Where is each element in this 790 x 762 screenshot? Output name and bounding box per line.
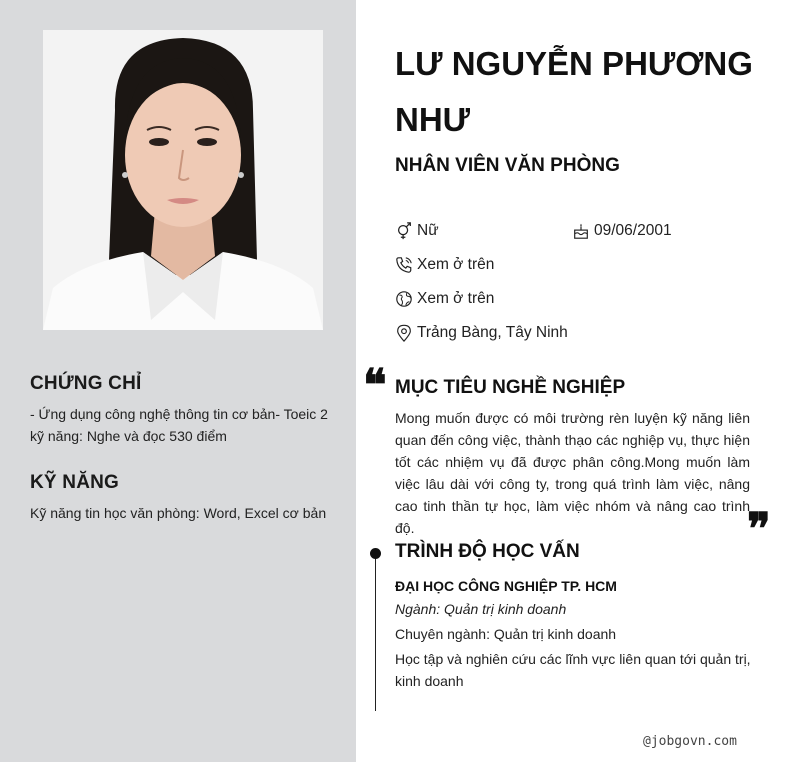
candidate-name: LƯ NGUYỄN PHƯƠNG NHƯ: [395, 45, 753, 138]
globe-icon: [395, 290, 413, 308]
objective-title: MỤC TIÊU NGHỀ NGHIỆP: [395, 377, 626, 398]
quote-close-icon: ❞: [747, 504, 771, 555]
skills-section: [30, 472, 340, 524]
education-school: ĐẠI HỌC CÔNG NGHIỆP TP. HCM: [395, 578, 617, 594]
certificates-text: - Ứng dụng công nghệ thông tin cơ bản- Toeic 2 kỹ năng: Nghe và đọc 530 điểm: [30, 406, 328, 444]
timeline-line: [375, 553, 376, 711]
certificates-title: CHỨNG CHỈ: [30, 373, 142, 394]
job-title: NHÂN VIÊN VĂN PHÒNG: [395, 155, 620, 176]
education-title: TRÌNH ĐỘ HỌC VẤN: [395, 541, 580, 562]
quote-open-icon: ❝: [363, 360, 387, 411]
watermark: @jobgovn.com: [643, 734, 737, 749]
phone-value: Xem ở trên: [417, 256, 495, 273]
birthday-cake-icon: [572, 222, 590, 240]
portrait-image: [43, 30, 323, 330]
website-value: Xem ở trên: [417, 290, 495, 307]
location-pin-icon: [395, 324, 413, 342]
education-description: Học tập và nghiên cứu các lĩnh vực liên quan tới quản trị, kinh doanh: [395, 651, 751, 689]
birthdate-value: 09/06/2001: [594, 222, 672, 239]
info-gender: [395, 220, 439, 242]
info-website: [395, 288, 494, 310]
left-sidebar: [0, 0, 356, 762]
education-specialization: Chuyên ngành: Quản trị kinh doanh: [395, 626, 617, 642]
timeline-dot: [370, 548, 381, 559]
profile-photo: [43, 30, 323, 330]
skills-text: Kỹ năng tin học văn phòng: Word, Excel cơ bản: [30, 505, 327, 521]
address-value: Trảng Bàng, Tây Ninh: [417, 324, 568, 341]
info-phone: [395, 254, 494, 276]
gender-icon: [395, 222, 413, 240]
certificates-section: [30, 373, 340, 447]
gender-value: Nữ: [417, 222, 439, 239]
objective-text: Mong muốn được có môi trường rèn luyện kỹ năng liên quan đến công việc, thành thạo các nghiệp vụ, thực hiện tốt các nhiệm vụ đã được phân công.Mong muốn làm việc lâu dài với công ty, trong quá trình làm việc, nâng cao tinh thần tự học, làm việc nhóm và nâng cao trình độ.: [395, 410, 750, 536]
education-major: Ngành: Quản trị kinh doanh: [395, 601, 567, 617]
info-birthdate: [572, 220, 672, 242]
phone-icon: [395, 256, 413, 274]
skills-title: KỸ NĂNG: [30, 472, 120, 493]
info-address: [395, 322, 568, 344]
